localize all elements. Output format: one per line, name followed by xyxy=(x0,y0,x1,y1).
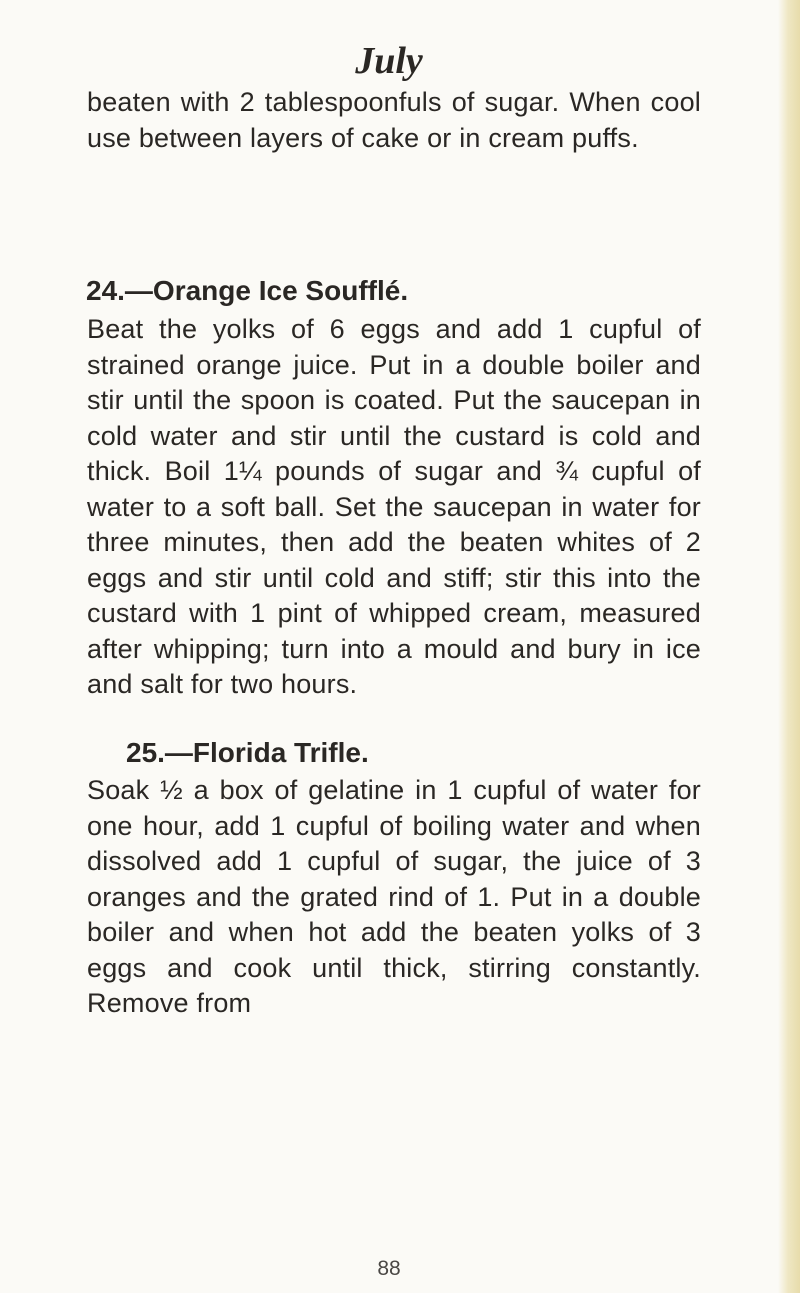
page-number: 88 xyxy=(377,1257,401,1280)
intro-paragraph xyxy=(87,85,701,156)
page-edge-shadow xyxy=(778,0,800,1293)
recipe-24-body xyxy=(87,312,701,703)
intro-text: beaten with 2 tablespoonfuls of sugar. When cool use between layers of cake or in cream puffs. xyxy=(87,87,701,153)
recipe-25-text: Soak ½ a box of gelatine in 1 cupful of water for one hour, add 1 cupful of boiling water and when dissolved add 1 cupful of sugar, the juice of 3 oranges and the grated rind of 1. Put in a double boiler and when hot add the beaten yolks of 3 eggs and cook until thick, stirring constantly. Remove from xyxy=(87,775,701,1018)
recipe-24-title: 24.—Orange Ice Soufflé. xyxy=(86,275,409,306)
recipe-24-text: Beat the yolks of 6 eggs and add 1 cupful of strained orange juice. Put in a double boiler and stir until the spoon is coated. Put the saucepan in cold water and stir until the custard is cold and thick. Boil 1¼ pounds of sugar and ¾ cupful of water to a soft ball. Set the saucepan in water for three minutes, then add the beaten whites of 2 eggs and stir until cold and stiff; stir this into the custard with 1 pint of whipped cream, measured after whipping; turn into a mould and bury in ice and salt for two hours. xyxy=(87,314,701,699)
running-header: July xyxy=(355,40,423,82)
recipe-25-title: 25.—Florida Trifle. xyxy=(126,737,369,768)
recipe-25-body xyxy=(87,773,701,1022)
